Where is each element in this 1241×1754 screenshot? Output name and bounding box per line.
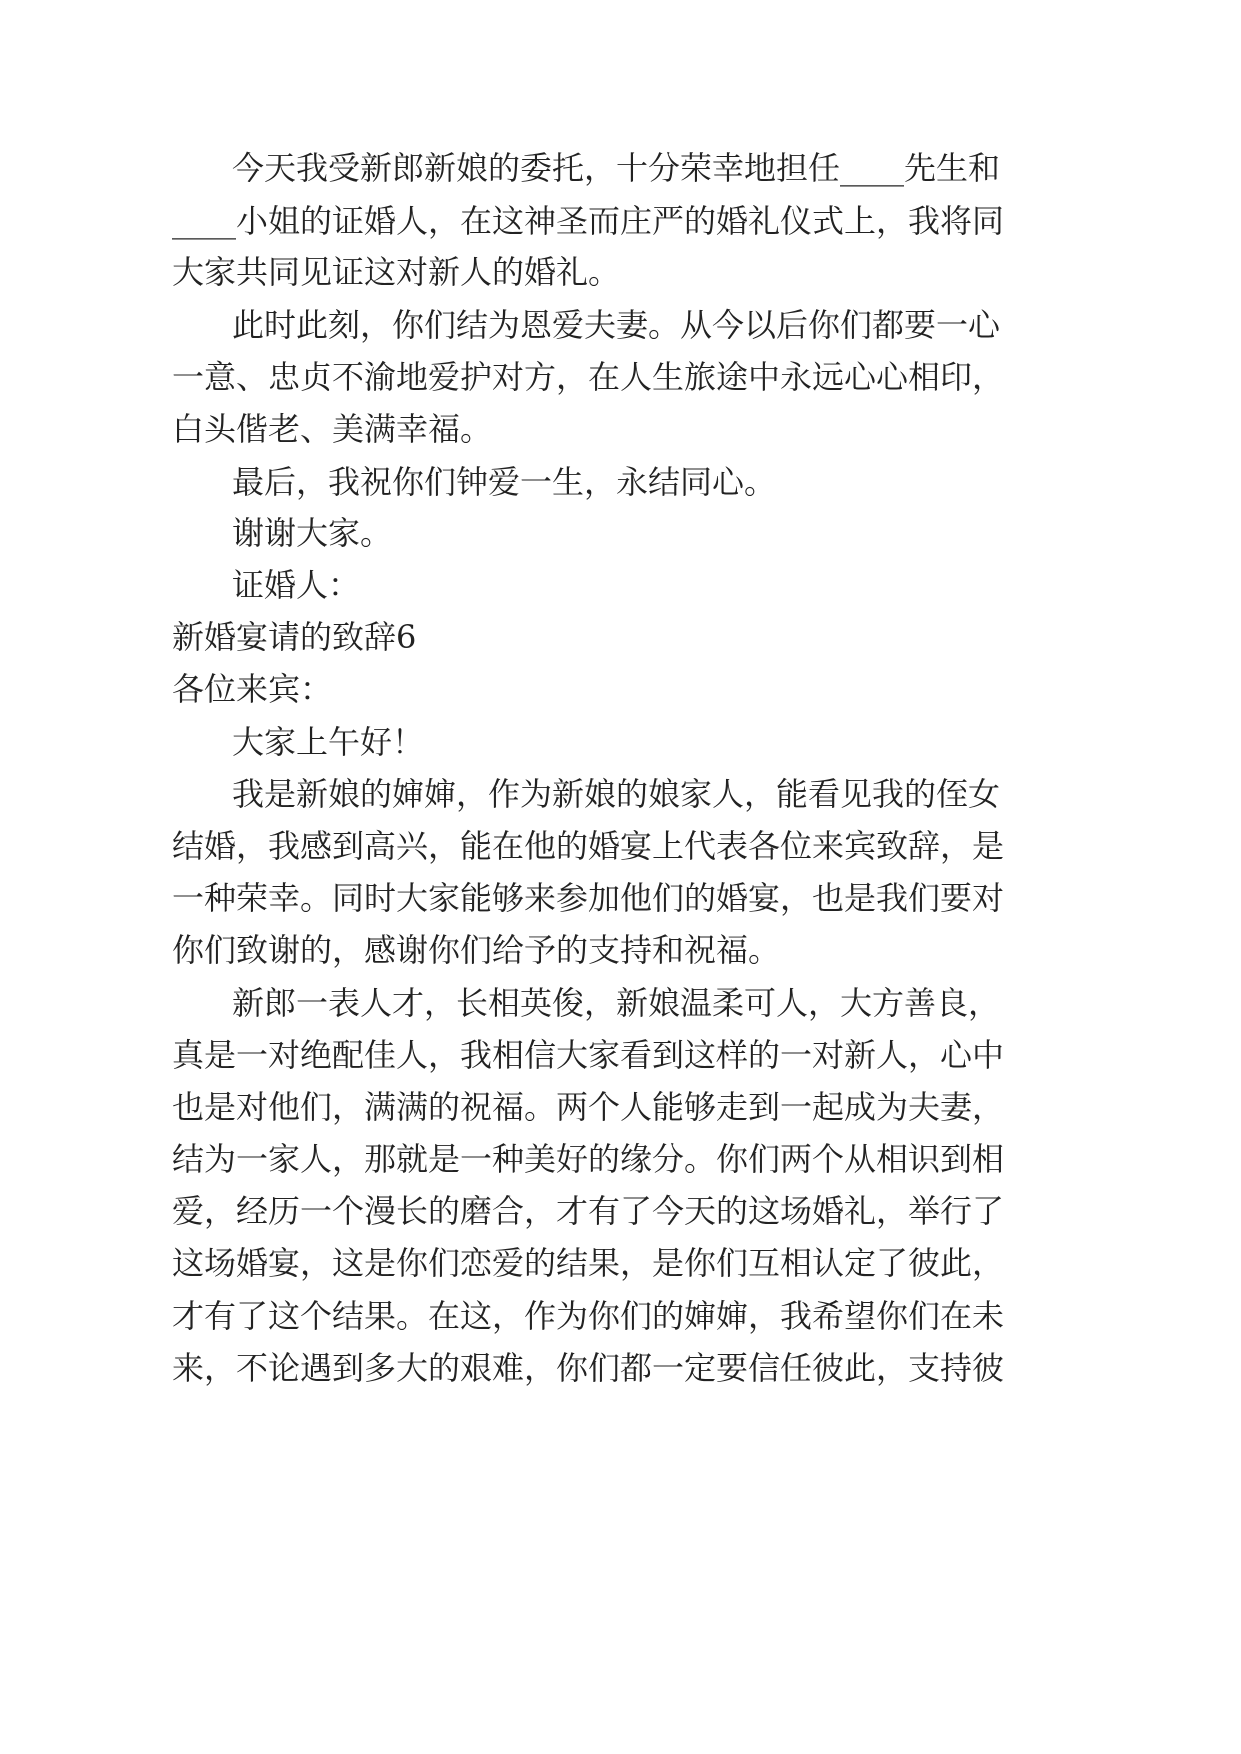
section-heading: 新婚宴请的致辞6 (172, 618, 417, 656)
text-line: 今天我受新郎新娘的委托，十分荣幸地担任____先生和 (232, 149, 1001, 187)
text-line: 结为一家人，那就是一种美好的缘分。你们两个从相识到相 (172, 1140, 1005, 1178)
text-line: 一种荣幸。同时大家能够来参加他们的婚宴，也是我们要对 (172, 879, 1005, 917)
text-line: 真是一对绝配佳人，我相信大家看到这样的一对新人，心中 (172, 1036, 1005, 1074)
text-line: 你们致谢的，感谢你们给予的支持和祝福。 (172, 931, 781, 969)
text-line: 结婚，我感到高兴，能在他的婚宴上代表各位来宾致辞，是 (172, 827, 1005, 865)
text-line: 新郎一表人才，长相英俊，新娘温柔可人，大方善良， (232, 984, 1001, 1022)
text-line: 爱，经历一个漫长的磨合，才有了今天的这场婚礼，举行了 (172, 1192, 1005, 1230)
text-line: ____小姐的证婚人，在这神圣而庄严的婚礼仪式上，我将同 (172, 202, 1005, 240)
text-line: 也是对他们，满满的祝福。两个人能够走到一起成为夫妻， (172, 1088, 1005, 1126)
text-line: 谢谢大家。 (232, 514, 393, 552)
text-line: 证婚人： (232, 566, 361, 604)
text-line: 大家上午好！ (232, 723, 425, 761)
text-line: 才有了这个结果。在这，作为你们的婶婶，我希望你们在未 (172, 1297, 1005, 1335)
text-line: 大家共同见证这对新人的婚礼。 (172, 253, 621, 291)
salutation: 各位来宾： (172, 670, 333, 708)
text-line: 这场婚宴，这是你们恋爱的结果，是你们互相认定了彼此， (172, 1244, 1005, 1282)
text-line: 此时此刻，你们结为恩爱夫妻。从今以后你们都要一心 (232, 306, 1001, 344)
text-line: 最后，我祝你们钟爱一生，永结同心。 (232, 463, 777, 501)
text-line: 白头偕老、美满幸福。 (172, 410, 493, 448)
text-line: 我是新娘的婶婶，作为新娘的娘家人，能看见我的侄女 (232, 775, 1001, 813)
text-line: 来，不论遇到多大的艰难，你们都一定要信任彼此，支持彼 (172, 1349, 1005, 1387)
text-line: 一意、忠贞不渝地爱护对方，在人生旅途中永远心心相印， (172, 358, 1005, 396)
